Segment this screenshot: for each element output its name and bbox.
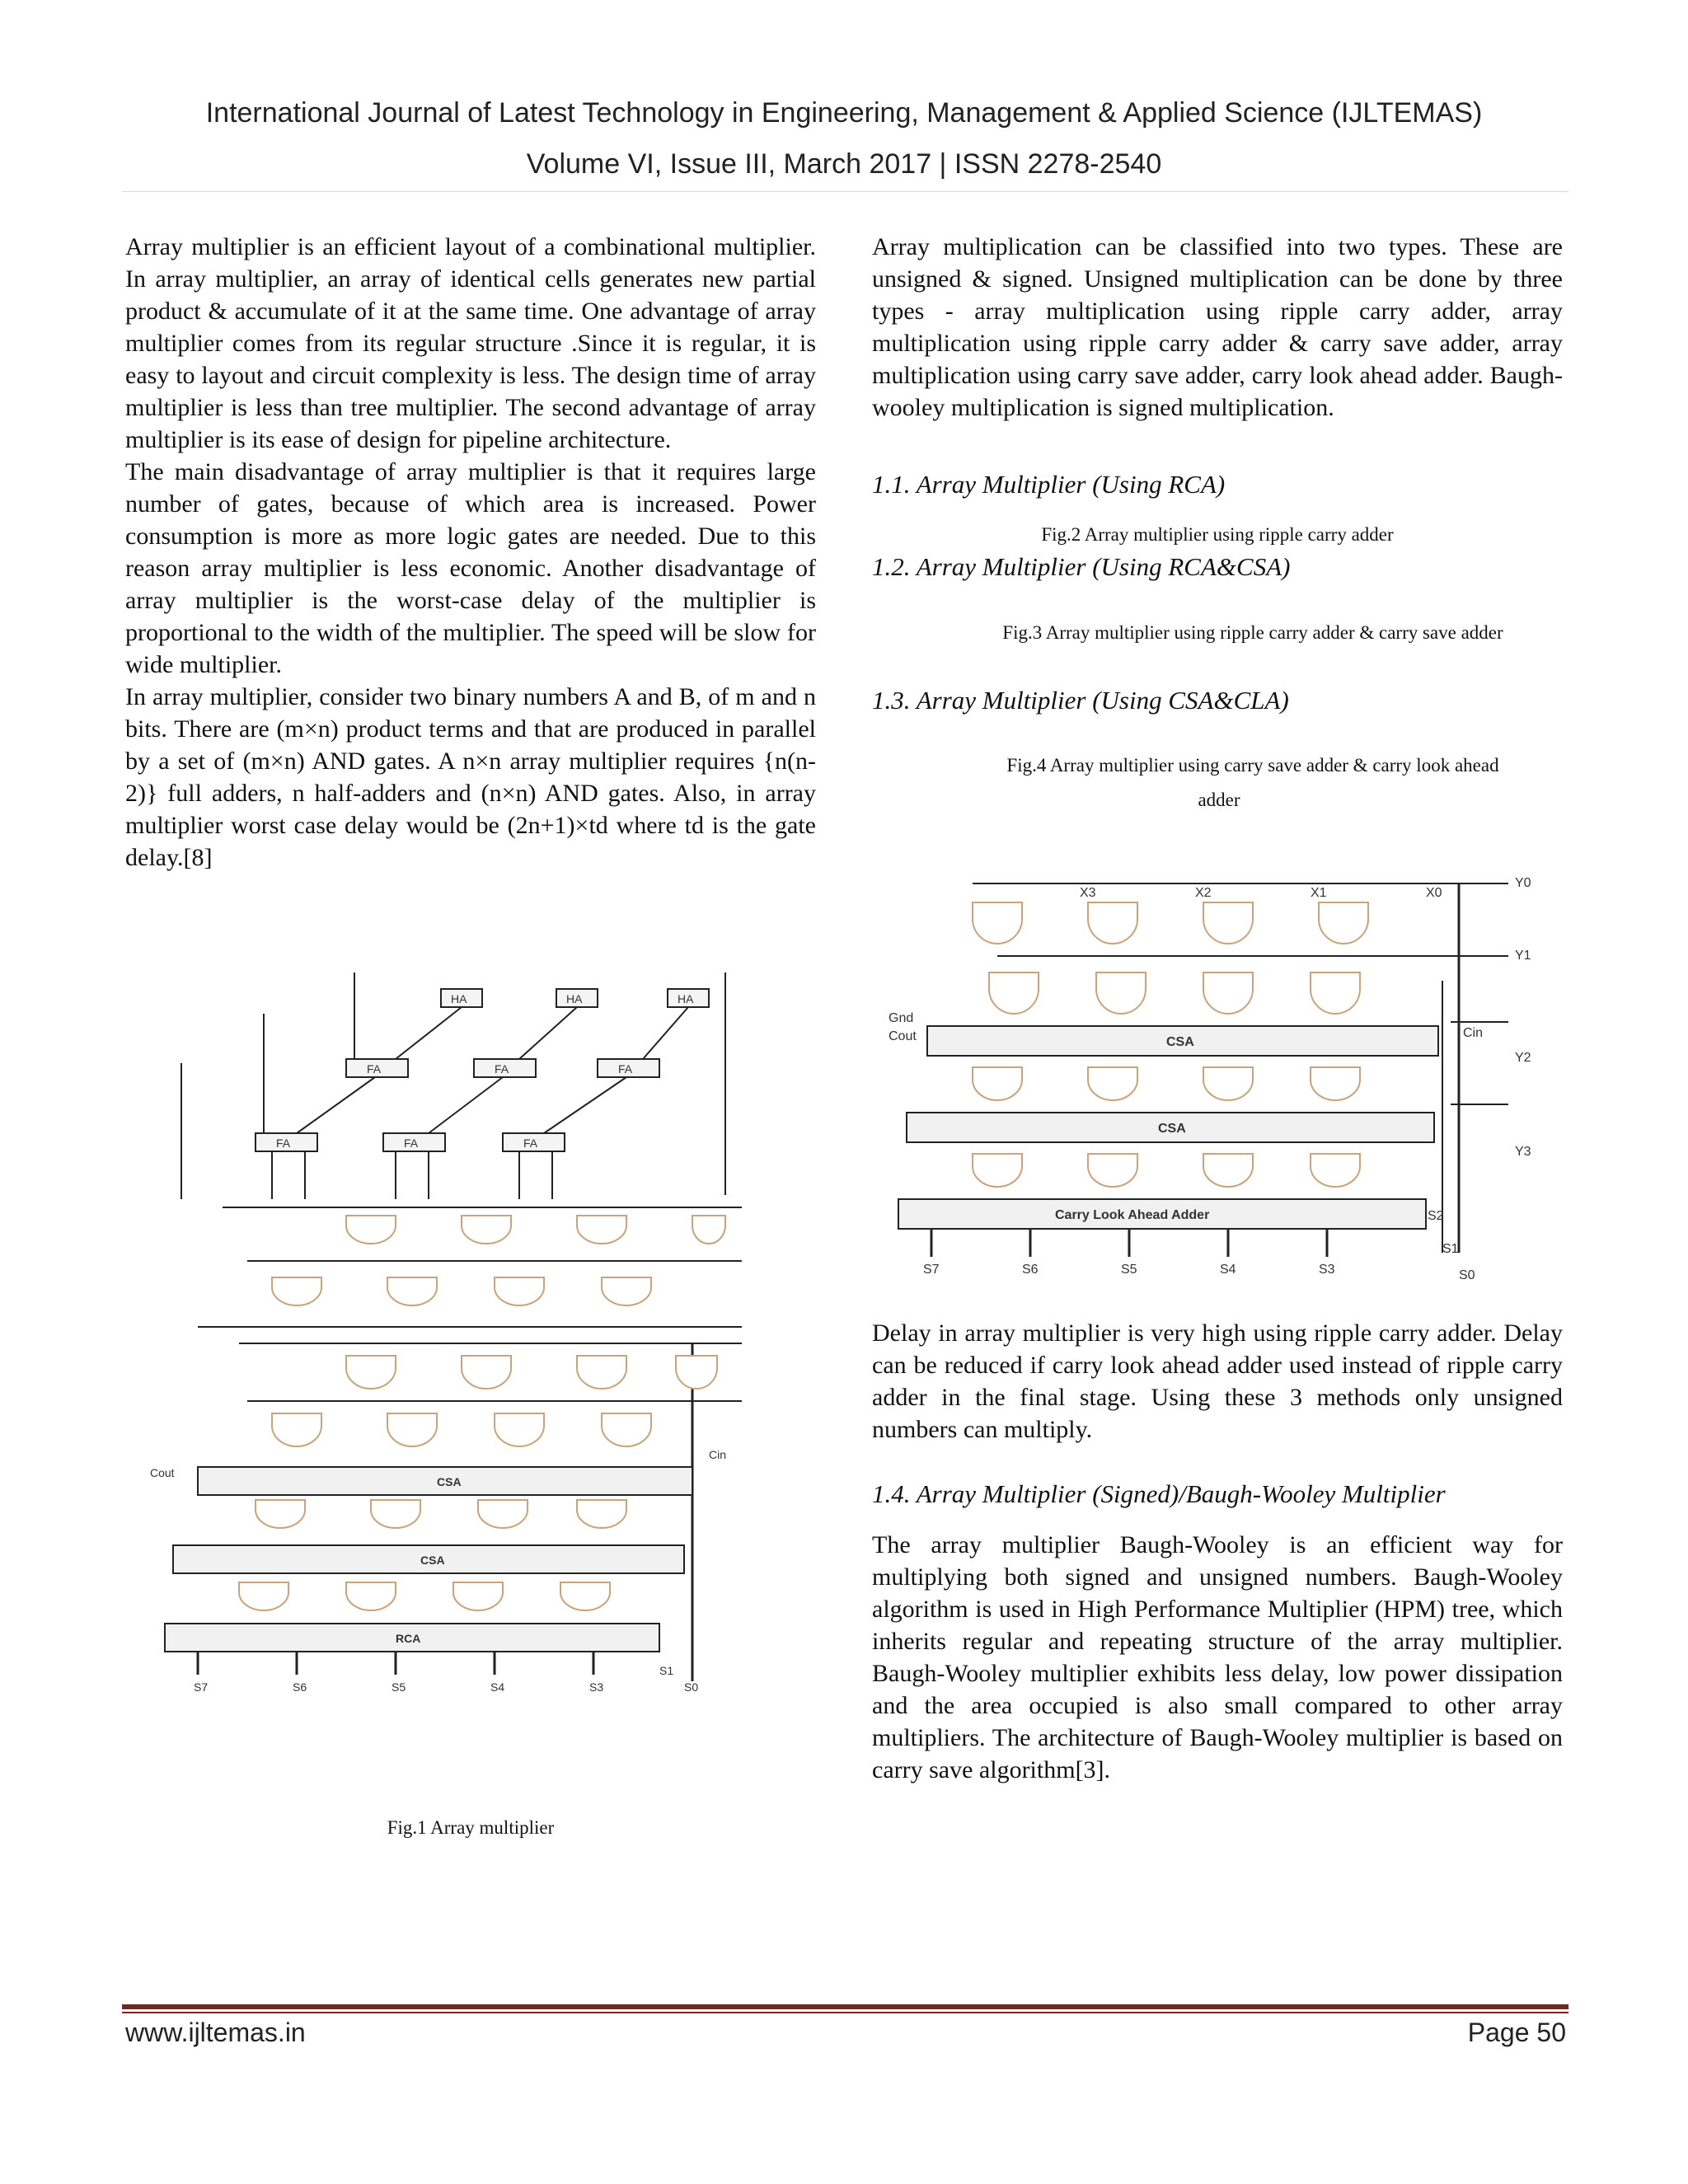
fig1-rca-block: RCA (396, 1632, 421, 1645)
left-column-text (125, 231, 816, 874)
fig1-label-s4: S4 (490, 1680, 505, 1694)
and-gate-row-2 (989, 972, 1360, 1014)
fig1-label-s5: S5 (392, 1680, 406, 1694)
footer-website: www.ijltemas.in (125, 2018, 306, 2047)
ha-block-3: HA (678, 992, 694, 1005)
label-x3: X3 (1080, 886, 1096, 900)
label-x0: X0 (1426, 886, 1442, 900)
label-y2: Y2 (1515, 1051, 1531, 1065)
label-cin: Cin (1463, 1026, 1484, 1040)
label-s7: S7 (923, 1263, 940, 1277)
fa-block-4: FA (276, 1137, 291, 1150)
label-x2: X2 (1195, 886, 1212, 900)
fig1-label-s1: S1 (659, 1664, 674, 1677)
fig1-label-cin: Cin (709, 1448, 727, 1461)
fig4-diagram (882, 857, 1550, 1286)
fa-block-1: FA (367, 1062, 382, 1076)
fig1-csa-block-1: CSA (437, 1475, 462, 1488)
label-s4: S4 (1220, 1263, 1236, 1277)
label-s5: S5 (1121, 1263, 1137, 1277)
label-s3: S3 (1319, 1263, 1335, 1277)
and-gate-row-1 (973, 902, 1368, 944)
and-gate-row-4 (973, 1154, 1360, 1187)
footer-rule-thin (122, 2012, 1568, 2013)
section-1-4-heading: 1.4. Array Multiplier (Signed)/Baugh-Wooley Multiplier (872, 1479, 1446, 1508)
label-s1: S1 (1442, 1242, 1459, 1256)
section-1-1-heading: 1.1. Array Multiplier (Using RCA) (872, 470, 1226, 499)
footer-page-number: Page 50 (1467, 2018, 1566, 2047)
paragraph-disadvantages: The main disadvantage of array multiplier is that it requires large number of gates, because of which area is increased. Power consumption is more as more logic gates are needed. Due to this reason array multiplier is less economic. Another disadvantage of array multiplier is the worst-case delay of the multiplier is proportional to the width of the multiplier. The speed will be slow for wide multiplier. (125, 458, 816, 678)
section-1-3-heading: 1.3. Array Multiplier (Using CSA&CLA) (872, 686, 1289, 715)
label-gnd: Gnd (889, 1011, 914, 1025)
paragraph-baugh-wooley: The array multiplier Baugh-Wooley is an efficient way for multiplying both signed and unsigned numbers. Baugh-Wooley algorithm is used in High Performance Multiplier (HPM) tree, which inherits regular and repeating structure of the array multiplier. Baugh-Wooley multiplier exhibits less delay, low power dissipation and the area occupied is also small compared to other array multipliers. The architecture of Baugh-Wooley multiplier is based on carry save algorithm[3]. (872, 1531, 1563, 1783)
ha-block-1: HA (451, 992, 467, 1005)
issue-info: Volume VI, Issue III, March 2017 | ISSN 2278-2540 (526, 148, 1162, 180)
header-divider (122, 191, 1568, 192)
fig1-diagram (148, 964, 742, 1706)
fig1-caption: Fig.1 Array multiplier (387, 1817, 555, 1838)
label-s0: S0 (1459, 1268, 1475, 1282)
label-s2: S2 (1428, 1209, 1444, 1223)
ha-block-2: HA (566, 992, 583, 1005)
fig1-label-s0: S0 (684, 1680, 699, 1694)
label-y1: Y1 (1515, 949, 1531, 963)
label-x1: X1 (1311, 886, 1327, 900)
label-s6: S6 (1022, 1263, 1039, 1277)
fig4-caption-line2: adder (1198, 790, 1240, 810)
fig1-label-cout: Cout (150, 1466, 175, 1479)
fig1-label-s6: S6 (293, 1680, 307, 1694)
csa-block-1: CSA (1166, 1035, 1194, 1049)
paragraph-classification: Array multiplication can be classified into two types. These are unsigned & signed. Unsigned multiplication can be done by three types - array multiplication using ripple carry adder, array multiplication using ripple carry adder & carry save adder, array multiplication using carry save adder, carry look ahead adder. Baugh-wooley multiplication is signed multiplication. (872, 233, 1563, 421)
label-y0: Y0 (1515, 876, 1531, 890)
fig1-csa-block-2: CSA (420, 1554, 445, 1567)
journal-title: International Journal of Latest Technology in Engineering, Management & Applied Science (IJLTEMAS) (205, 97, 1483, 129)
footer-rule (122, 2004, 1568, 2009)
fig4-caption-line1: Fig.4 Array multiplier using carry save adder & carry look ahead (1006, 755, 1499, 776)
section-1-2-heading: 1.2. Array Multiplier (Using RCA&CSA) (872, 552, 1291, 581)
fig2-caption: Fig.2 Array multiplier using ripple carry adder (1041, 524, 1394, 545)
csa-block-2: CSA (1158, 1122, 1186, 1136)
paragraph-intro: Array multiplier is an efficient layout of a combinational multiplier. In array multiplier, an array of identical cells generates new partial product & accumulate of it at the same time. One advantage of array multiplier comes from its regular structure .Since it is regular, it is easy to layout and circuit complexity is less. The design time of array multiplier is less than tree multiplier. The second advantage of array multiplier is its ease of design for pipeline architecture. (125, 233, 816, 453)
fig1-label-s7: S7 (194, 1680, 209, 1694)
fig1-label-s3: S3 (589, 1680, 604, 1694)
fa-block-2: FA (495, 1062, 509, 1076)
fig3-caption: Fig.3 Array multiplier using ripple carry adder & carry save adder (1002, 622, 1503, 643)
label-cout: Cout (889, 1029, 917, 1043)
cla-block: Carry Look Ahead Adder (1055, 1208, 1210, 1222)
fa-block-3: FA (618, 1062, 633, 1076)
and-gate-row-3 (973, 1067, 1360, 1100)
fa-block-5: FA (404, 1137, 419, 1150)
label-y3: Y3 (1515, 1145, 1531, 1159)
paragraph-delay: Delay in array multiplier is very high using ripple carry adder. Delay can be reduced if carry look ahead adder used instead of ripple carry adder in the final stage. Using these 3 methods only unsigned numbers can multiply. (872, 1319, 1563, 1443)
fa-block-6: FA (523, 1137, 538, 1150)
paragraph-binary-numbers: In array multiplier, consider two binary numbers A and B, of m and n bits. There are (m×n) product terms and that are produced in parallel by a set of (m×n) AND gates. A n×n array multiplier requires {n(n-2)} full adders, n half-adders and (n×n) AND gates. Also, in array multiplier worst case delay would be (2n+1)×td where td is the gate delay.[8] (125, 683, 816, 871)
